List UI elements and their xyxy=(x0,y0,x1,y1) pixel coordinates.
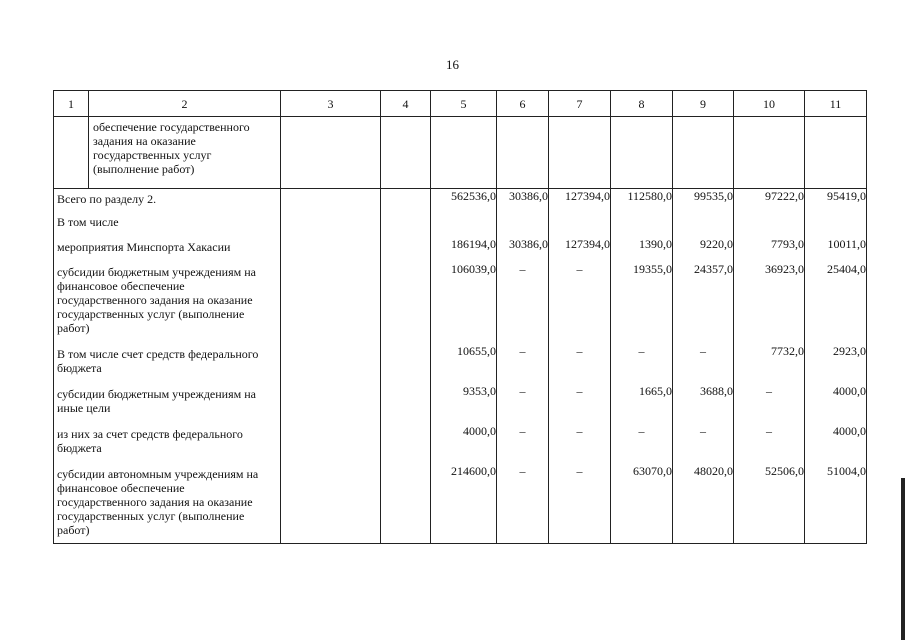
table-cell xyxy=(431,212,497,237)
table-row xyxy=(54,344,867,384)
value-cell: 7793,0 xyxy=(734,237,805,262)
header-cell: 4 xyxy=(381,91,431,117)
header-cell: 3 xyxy=(281,91,381,117)
header-cell: 5 xyxy=(431,91,497,117)
table-cell xyxy=(381,384,431,424)
page-number: 16 xyxy=(446,57,459,72)
value-cell: 127394,0 xyxy=(549,237,611,262)
value-cell: 52506,0 xyxy=(734,464,805,544)
value-cell: 48020,0 xyxy=(673,464,734,544)
header-cell: 8 xyxy=(611,91,673,117)
table-cell xyxy=(381,237,431,262)
table-cell xyxy=(381,464,431,544)
value-cell: – xyxy=(549,384,611,424)
header-cell: 11 xyxy=(805,91,867,117)
value-cell: 10655,0 xyxy=(431,344,497,384)
header-cell: 10 xyxy=(734,91,805,117)
value-cell: – xyxy=(497,344,549,384)
value-cell: 10011,0 xyxy=(805,237,867,262)
table-cell xyxy=(805,212,867,237)
row-label: В том числе счет средств федерального бюджета xyxy=(54,344,281,384)
value-cell: – xyxy=(673,344,734,384)
row-label: В том числе xyxy=(54,212,281,237)
value-cell: 30386,0 xyxy=(497,189,549,213)
table-cell xyxy=(805,117,867,189)
value-cell: 25404,0 xyxy=(805,262,867,344)
value-cell: 30386,0 xyxy=(497,237,549,262)
value-cell: 2923,0 xyxy=(805,344,867,384)
table-row xyxy=(54,262,867,344)
table-cell xyxy=(281,424,381,464)
table-cell xyxy=(381,117,431,189)
table-cell xyxy=(381,189,431,213)
table-cell xyxy=(497,117,549,189)
table-row xyxy=(54,464,867,544)
table-cell xyxy=(281,384,381,424)
table-cell xyxy=(381,212,431,237)
value-cell: 9220,0 xyxy=(673,237,734,262)
header-cell: 1 xyxy=(54,91,89,117)
value-cell: 7732,0 xyxy=(734,344,805,384)
value-cell: 186194,0 xyxy=(431,237,497,262)
value-cell: 4000,0 xyxy=(805,384,867,424)
table-cell xyxy=(611,212,673,237)
table-cell xyxy=(281,464,381,544)
value-cell: – xyxy=(497,424,549,464)
table-row xyxy=(54,212,867,237)
table-cell xyxy=(673,212,734,237)
table-cell xyxy=(381,424,431,464)
value-cell: 19355,0 xyxy=(611,262,673,344)
value-cell: 51004,0 xyxy=(805,464,867,544)
table-cell xyxy=(281,237,381,262)
value-cell: 1665,0 xyxy=(611,384,673,424)
value-cell: 95419,0 xyxy=(805,189,867,213)
value-cell: 4000,0 xyxy=(805,424,867,464)
value-cell: – xyxy=(497,464,549,544)
value-cell: 214600,0 xyxy=(431,464,497,544)
value-cell: 9353,0 xyxy=(431,384,497,424)
header-cell: 9 xyxy=(673,91,734,117)
value-cell: 112580,0 xyxy=(611,189,673,213)
table-cell xyxy=(281,189,381,213)
value-cell: 106039,0 xyxy=(431,262,497,344)
value-cell: 99535,0 xyxy=(673,189,734,213)
value-cell: 36923,0 xyxy=(734,262,805,344)
value-cell: – xyxy=(497,262,549,344)
value-cell: – xyxy=(611,344,673,384)
row-label: из них за счет средств федерального бюджета xyxy=(54,424,281,464)
table-row xyxy=(54,189,867,213)
continuation-row xyxy=(54,117,867,189)
value-cell: – xyxy=(734,384,805,424)
header-cell: 7 xyxy=(549,91,611,117)
value-cell: 562536,0 xyxy=(431,189,497,213)
value-cell: – xyxy=(734,424,805,464)
table-cell xyxy=(381,262,431,344)
table-cell xyxy=(281,212,381,237)
table-cell xyxy=(281,344,381,384)
table-cell xyxy=(281,117,381,189)
table-cell xyxy=(549,117,611,189)
value-cell: 4000,0 xyxy=(431,424,497,464)
table-cell xyxy=(611,117,673,189)
value-cell: 3688,0 xyxy=(673,384,734,424)
value-cell: 97222,0 xyxy=(734,189,805,213)
value-cell: – xyxy=(497,384,549,424)
value-cell: – xyxy=(549,424,611,464)
table-cell xyxy=(431,117,497,189)
table-cell xyxy=(734,117,805,189)
table-cell xyxy=(381,344,431,384)
header-cell: 6 xyxy=(497,91,549,117)
header-cell: 2 xyxy=(89,91,281,117)
value-cell: – xyxy=(673,424,734,464)
value-cell: – xyxy=(549,464,611,544)
header-row xyxy=(54,91,867,117)
table-cell xyxy=(54,117,89,189)
table-cell xyxy=(497,212,549,237)
budget-table xyxy=(53,90,867,544)
row-label: субсидии бюджетным учреждениям на иные цели xyxy=(54,384,281,424)
continuation-text: обеспечение государственного задания на оказание государственных услуг (выполнение работ) xyxy=(93,120,250,176)
table-row xyxy=(54,384,867,424)
row-label: субсидии бюджетным учреждениям на финансовое обеспечение государственного задания на оказание государственных услуг (выполнение работ) xyxy=(54,262,281,344)
value-cell: 1390,0 xyxy=(611,237,673,262)
value-cell: – xyxy=(549,262,611,344)
row-label: субсидии автономным учреждениям на финансовое обеспечение государственного задания на оказание государственных услуг (выполнение работ) xyxy=(54,464,281,544)
table-row xyxy=(54,424,867,464)
value-cell: 63070,0 xyxy=(611,464,673,544)
table-row xyxy=(54,237,867,262)
table-cell xyxy=(281,262,381,344)
table-cell xyxy=(549,212,611,237)
value-cell: – xyxy=(549,344,611,384)
value-cell: – xyxy=(611,424,673,464)
value-cell: 127394,0 xyxy=(549,189,611,213)
row-label: Всего по разделу 2. xyxy=(54,189,281,213)
value-cell: 24357,0 xyxy=(673,262,734,344)
scan-edge-mark xyxy=(901,478,905,640)
table-cell xyxy=(673,117,734,189)
table-cell xyxy=(89,117,281,189)
table-cell xyxy=(734,212,805,237)
row-label: мероприятия Минспорта Хакасии xyxy=(54,237,281,262)
